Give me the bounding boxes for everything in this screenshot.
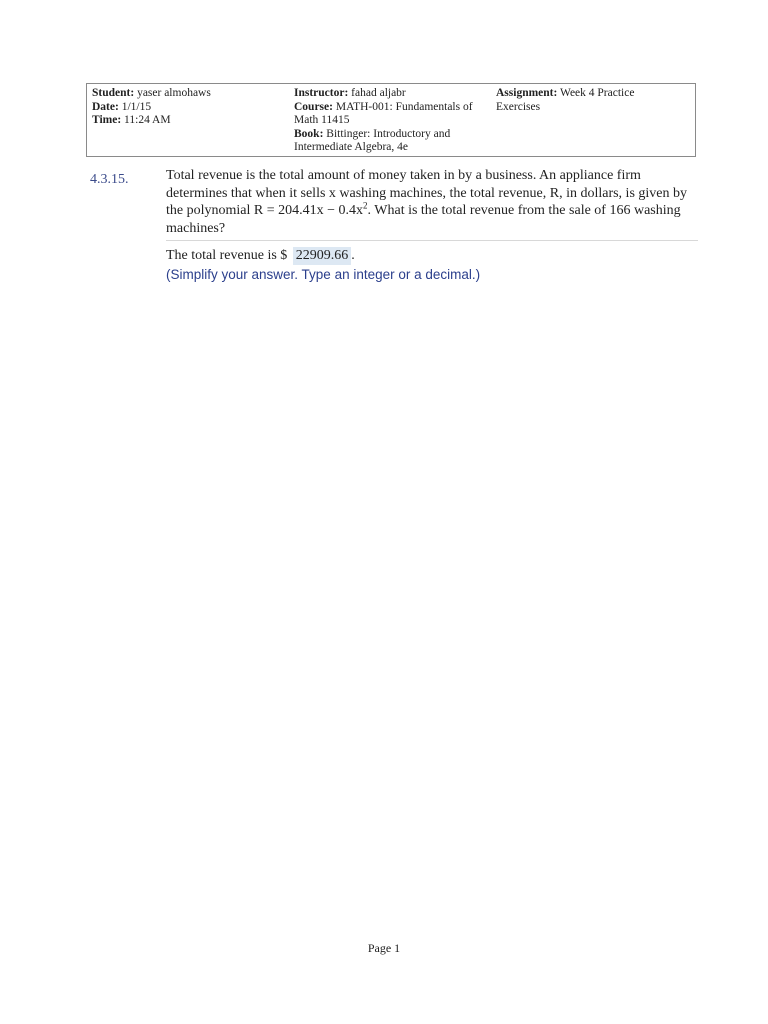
course-row: Course: MATH-001: Fundamentals of [294,100,473,113]
assignment-row: Assignment: Week 4 Practice [496,87,635,99]
answer-suffix: . [351,248,355,263]
assignment-header-box [86,83,696,157]
date-row: Date: 1/1/15 [92,100,152,113]
course-row-continued: Math 11415 [294,114,350,126]
answer-hint: (Simplify your answer. Type an integer or a decimal.) [166,267,481,282]
problem-text-part2: . What is the total revenue from the sale of 166 washing machines? [166,203,681,236]
student-row: Student: yaser almohaws [92,87,211,99]
date-value: 1/1/15 [121,100,152,113]
problem-statement [166,167,698,237]
student-name: yaser almohaws [137,87,211,99]
problem-exponent: 2 [363,200,368,211]
problem-text-part1: Total revenue is the total amount of money taken in by a business. An appliance firm determines that when it sells x washing machines, the total revenue, R, in dollars, is given by the polynomial R = 204.41x − 0.4x [166,168,688,218]
book-value: Bittinger: Introductory and [326,127,451,140]
book-row-continued: Intermediate Algebra, 4e [294,141,408,153]
assignment-value: Week 4 Practice [560,87,635,99]
problem-number: 4.3.15. [90,172,129,187]
instructor-name: fahad aljabr [351,87,406,99]
book-row: Book: Bittinger: Introductory and [294,127,451,140]
section-divider [166,240,698,241]
assignment-row-continued: Exercises [496,100,541,113]
header-assignment-column [496,87,634,114]
header-course-column [294,87,473,155]
answer-value-field: 22909.66 [293,247,352,265]
page-number: Page 1 [367,941,401,955]
time-row: Time: 11:24 AM [92,114,171,126]
answer-prefix: The total revenue is $ [166,248,288,263]
header-student-column [92,87,211,128]
answer-line [166,247,355,265]
time-value: 11:24 AM [124,114,171,126]
course-value: MATH-001: Fundamentals of [335,100,473,113]
instructor-row: Instructor: fahad aljabr [294,87,406,99]
